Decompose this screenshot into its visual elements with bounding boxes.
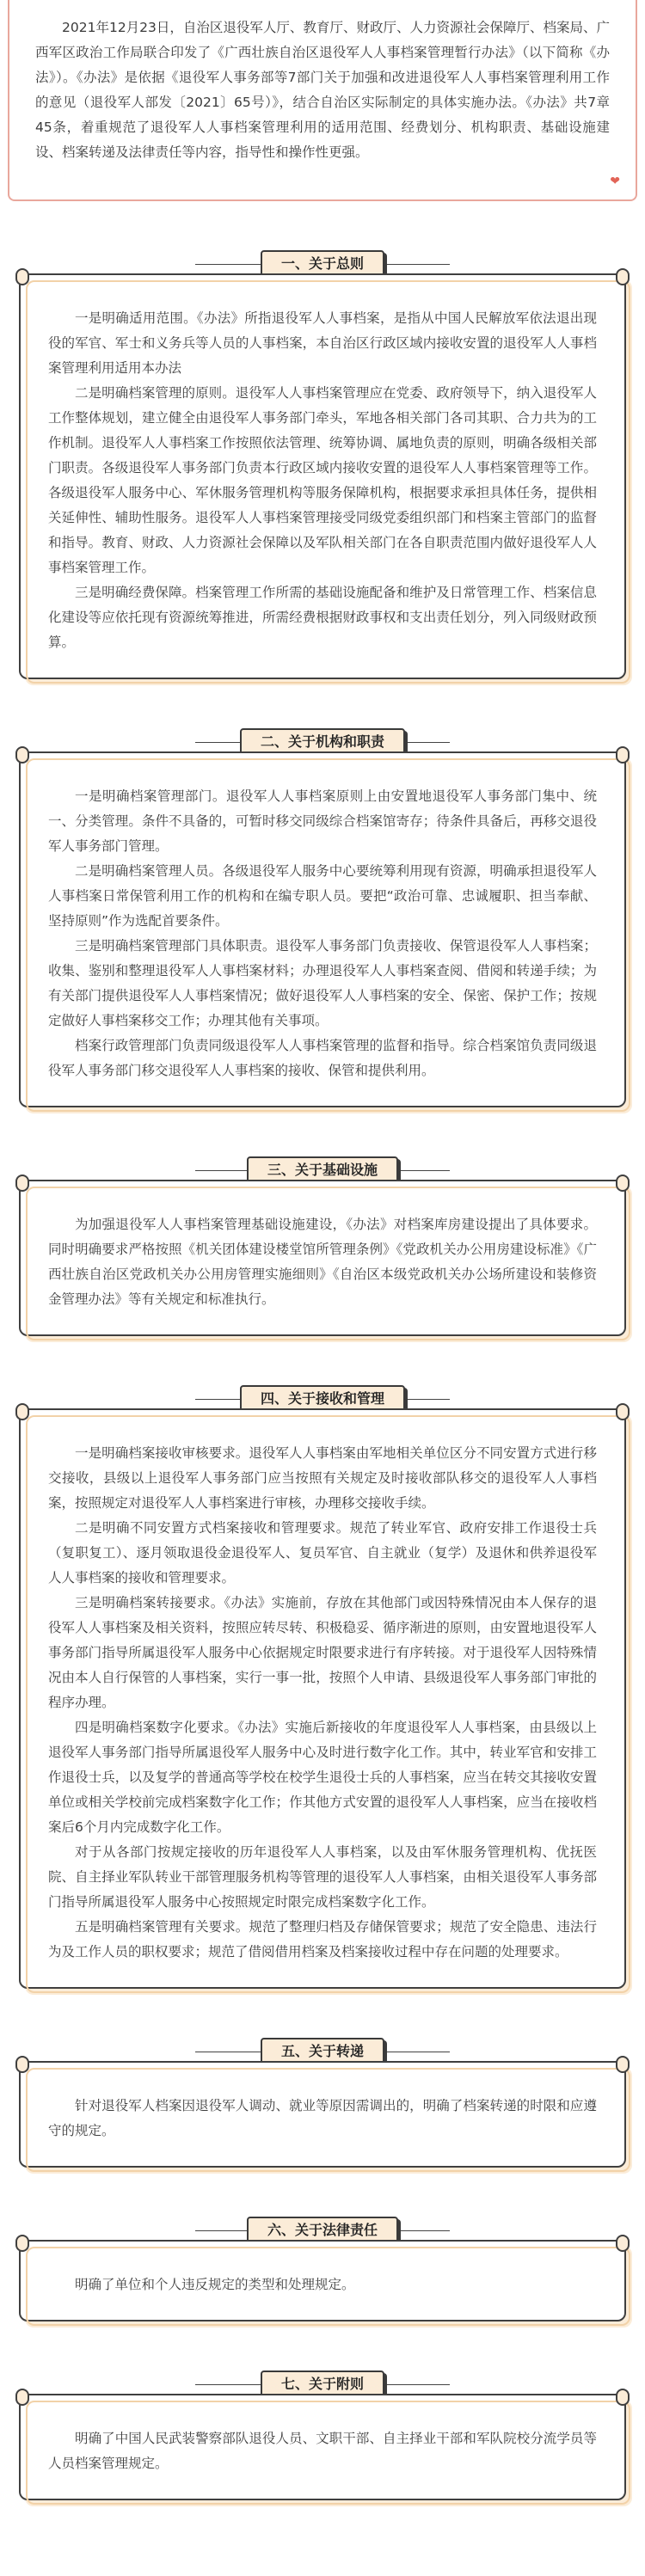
section-title: 六、关于法律责任: [247, 2217, 398, 2244]
heart-icon: ❤: [610, 175, 620, 188]
scroll-corner-right-icon: [616, 1403, 630, 1420]
scroll-corner-left-icon: [15, 2389, 29, 2406]
section-4: [19, 1376, 626, 1989]
section-paragraph: 三是明确档案管理部门具体职责。退役军人事务部门负责接收、保管退役军人人事档案；收集、鉴别和整理退役军人人事档案材料；办理退役军人人事档案查阅、借阅和转递手续；为有关部门提供退役军人人事档案情况；做好退役军人人事档案的安全、保密、保护工作；按规定做好人事档案移交工作；办理其他有关事项。: [48, 938, 597, 1028]
section-card: [19, 273, 626, 679]
section-card: [19, 2240, 626, 2321]
section-3: [19, 1147, 626, 1336]
section-paragraph: 二是明确不同安置方式档案接收和管理要求。规范了转业军官、政府安排工作退役士兵（复职复工）、逐月领取退役金退役军人、复员军官、自主就业（复学）及退休和供养退役军人人事档案的接收和管理要求。: [48, 1520, 597, 1585]
section-paragraph: 四是明确档案数字化要求。《办法》实施后新接收的年度退役军人人事档案，由县级以上退役军人事务部门指导所属退役军人服务中心及时进行数字化工作。其中，转业军官和安排工作退役士兵，以及复学的普通高等学校在校学生退役士兵的人事档案，应当在转交其接收安置单位或相关学校前完成档案数字化工作；作其他方式安置的退役军人人事档案，应当在接收档案后6个月内完成数字化工作。: [48, 1720, 597, 1835]
scroll-corner-left-icon: [15, 1175, 29, 1192]
scroll-corner-left-icon: [15, 1403, 29, 1420]
section-paragraph: 二是明确档案管理的原则。退役军人人事档案管理应在党委、政府领导下，纳入退役军人工作整体规划，建立健全由退役军人事务部门牵头，军地各相关部门各司其职、合力共为的工作机制。退役军人人事档案工作按照依法管理、统筹协调、属地负责的原则，明确各级相关部门职责。各级退役军人事务部门负责本行政区域内接收安置的退役军人人事档案管理等工作。各级退役军人服务中心、军休服务管理机构等服务保障机构，根据要求承担具体任务，提供相关延伸性、辅助性服务。退役军人人事档案管理接受同级党委组织部门和档案主管部门的监督和指导。教育、财政、人力资源社会保障以及军队相关部门在各自职责范围内做好退役军人人事档案管理工作。: [48, 385, 597, 575]
section-paragraph: 对于从各部门按规定接收的历年退役军人人事档案，以及由军休服务管理机构、优抚医院、自主择业军队转业干部管理服务机构等管理的退役军人人事档案，由相关退役军人事务部门指导所属退役军人服务中心按照规定时限完成档案数字化工作。: [48, 1844, 597, 1910]
scroll-corner-left-icon: [15, 746, 29, 764]
scroll-corner-left-icon: [15, 268, 29, 285]
section-title: 五、关于转递: [261, 2038, 384, 2065]
intro-box: [8, 0, 637, 201]
section-paragraph: 一是明确档案接收审核要求。退役军人人事档案由军地相关单位区分不同安置方式进行移交接收，县级以上退役军人事务部门应当按照有关规定及时接收部队移交的退役军人人事档案，按照规定对退役军人人事档案进行审核，办理移交接收手续。: [48, 1445, 597, 1511]
section-paragraph: 档案行政管理部门负责同级退役军人人事档案管理的监督和指导。综合档案馆负责同级退役军人事务部门移交退役军人人事档案的接收、保管和提供利用。: [48, 1038, 597, 1078]
section-paragraph: 明确了中国人民武装警察部队退役人员、文职干部、自主择业干部和军队院校分流学员等人员档案管理规定。: [48, 2431, 597, 2471]
section-paragraph: 三是明确档案转接要求。《办法》实施前，存放在其他部门或因特殊情况由本人保存的退役军人人事档案及相关资料，按照应转尽转、积极稳妥、循序渐进的原则，由安置地退役军人事务部门指导所属退役军人服务中心依据规定时限要求进行有序转接。对于退役军人因特殊情况由本人自行保管的人事档案，实行一事一批，按照个人申请、县级退役军人事务部门审批的程序办理。: [48, 1595, 597, 1710]
section-paragraph: 三是明确经费保障。档案管理工作所需的基础设施配备和维护及日常管理工作、档案信息化建设等应依托现有资源统筹推进，所需经费根据财政事权和支出责任划分，列入同级财政预算。: [48, 585, 597, 650]
scroll-corner-right-icon: [616, 268, 630, 285]
section-card: [19, 2061, 626, 2168]
scroll-corner-right-icon: [616, 2235, 630, 2252]
scroll-corner-right-icon: [616, 2056, 630, 2073]
section-paragraph: 为加强退役军人人事档案管理基础设施建设，《办法》对档案库房建设提出了具体要求。同时明确要求严格按照《机关团体建设楼堂馆所管理条例》《党政机关办公用房建设标准》《广西壮族自治区党政机关办公用房管理实施细则》《自治区本级党政机关办公场所建设和装修资金管理办法》等有关规定和标准执行。: [48, 1217, 597, 1307]
section-paragraph: 一是明确档案管理部门。退役军人人事档案原则上由安置地退役军人事务部门集中、统一、分类管理。条件不具备的，可暂时移交同级综合档案馆寄存；待条件具备后，再移交退役军人事务部门管理。: [48, 788, 597, 854]
section-card: [19, 1408, 626, 1989]
section-paragraph: 针对退役军人档案因退役军人调动、就业等原因需调出的，明确了档案转递的时限和应遵守的规定。: [48, 2098, 597, 2138]
section-6: [19, 2207, 626, 2321]
section-card: [19, 751, 626, 1107]
scroll-corner-left-icon: [15, 2056, 29, 2073]
section-title: 七、关于附则: [261, 2371, 384, 2398]
section-title: 一、关于总则: [261, 250, 384, 278]
scroll-corner-right-icon: [616, 1175, 630, 1192]
section-title: 三、关于基础设施: [247, 1156, 398, 1184]
section-5: [19, 2028, 626, 2168]
section-paragraph: 五是明确档案管理有关要求。规范了整理归档及存储保管要求；规范了安全隐患、违法行为及工作人员的职权要求；规范了借阅借用档案及档案接收过程中存在问题的处理要求。: [48, 1919, 597, 1960]
section-paragraph: 二是明确档案管理人员。各级退役军人服务中心要统筹利用现有资源，明确承担退役军人人事档案日常保管利用工作的机构和在编专职人员。要把“政治可靠、忠诚履职、担当奉献、坚持原则”作为选配首要条件。: [48, 863, 597, 929]
section-card: [19, 2394, 626, 2500]
scroll-corner-left-icon: [15, 2235, 29, 2252]
scroll-corner-right-icon: [616, 2389, 630, 2406]
section-2: [19, 719, 626, 1107]
section-card: [19, 1180, 626, 1336]
section-1: [19, 241, 626, 679]
section-title: 四、关于接收和管理: [240, 1385, 405, 1413]
section-paragraph: 明确了单位和个人违反规定的类型和处理规定。: [75, 2277, 355, 2292]
section-paragraph: 一是明确适用范围。《办法》所指退役军人人事档案，是指从中国人民解放军依法退出现役的军官、军士和义务兵等人员的人事档案，本自治区行政区域内接收安置的退役军人人事档案管理利用适用本办法: [48, 310, 597, 376]
scroll-corner-right-icon: [616, 746, 630, 764]
section-7: [19, 2361, 626, 2500]
intro-paragraph: 2021年12月23日，自治区退役军人厅、教育厅、财政厅、人力资源社会保障厅、档案局、广西军区政治工作局联合印发了《广西壮族自治区退役军人人事档案管理暂行办法》（以下简称《办法》）。《办法》是依据《退役军人事务部等7部门关于加强和改进退役军人人事档案管理利用工作的意见（退役军人部发〔2021〕65号）》，结合自治区实际制定的具体实施办法。《办法》共7章45条，着重规范了退役军人人事档案管理利用的适用范围、经费划分、机构职责、基础设施建设、档案转递及法律责任等内容，指导性和操作性更强。: [35, 20, 610, 160]
section-title: 二、关于机构和职责: [240, 728, 405, 756]
